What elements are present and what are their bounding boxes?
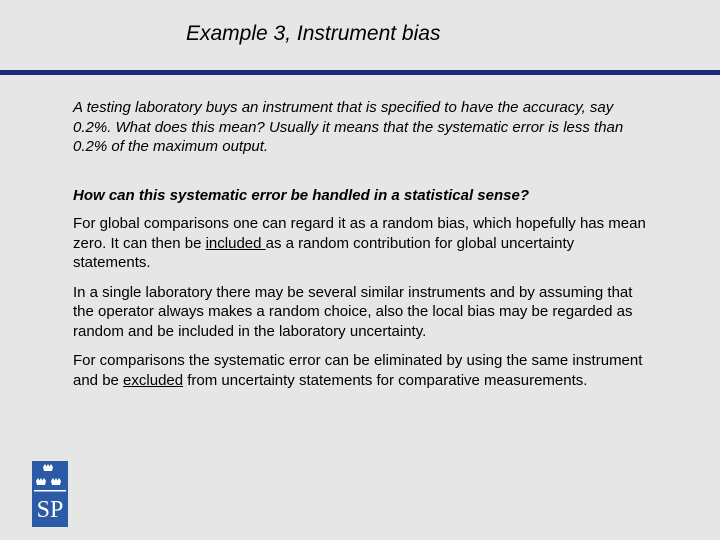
slide-body (73, 98, 653, 390)
para3-text-before: For comparisons the systematic error can be eliminated by using the same instrument and be (73, 352, 643, 389)
crowns-icon (36, 464, 61, 485)
para3-text-after: from uncertainty statements for comparative measurements. (183, 371, 588, 389)
paragraph-global-comparisons (73, 214, 653, 273)
excluded-emphasis: excluded (123, 371, 184, 389)
paragraph-single-laboratory: In a single laboratory there may be several similar instruments and by assuming that the operator always makes a random choice, also the local bias may be regarded as random and be included in the laboratory uncertainty. (73, 283, 633, 340)
slide-title: Example 3, Instrument bias (186, 22, 441, 45)
para1-text-before: For global comparisons one can regard it as a random bias, which hopefully has mean zero. It can then be (73, 215, 646, 252)
paragraph-comparisons (73, 351, 653, 390)
para1-text-after: as a random contribution for global uncertainty statements. (73, 234, 575, 271)
intro-paragraph: A testing laboratory buys an instrument that is specified to have the accuracy, say 0.2%. What does this mean? Usually it means that the systematic error is less than 0.2% of the maximum output. (73, 99, 624, 155)
title-area (0, 0, 720, 70)
logo-divider (34, 490, 66, 492)
question-heading: How can this systematic error be handled in a statistical sense? (73, 186, 529, 204)
logo-text: SP (36, 497, 64, 523)
sp-logo-graphic (32, 461, 68, 527)
sp-logo (32, 461, 68, 527)
included-emphasis: included (205, 234, 266, 252)
title-divider (0, 70, 720, 75)
